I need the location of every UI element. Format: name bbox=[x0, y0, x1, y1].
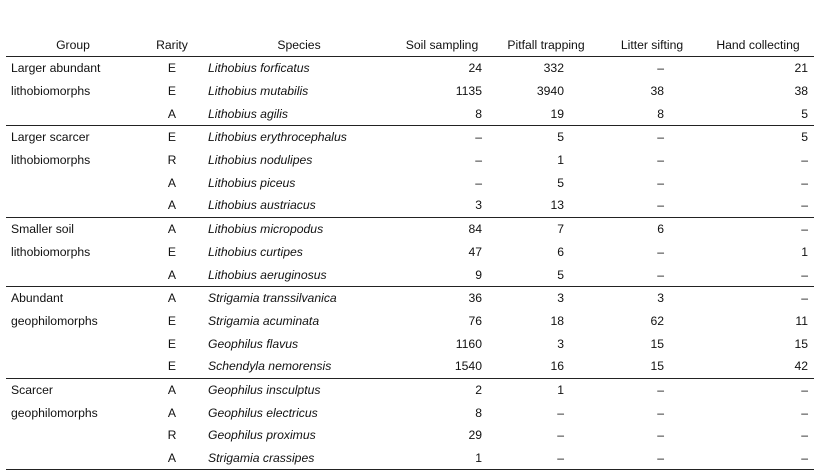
table-header bbox=[6, 34, 814, 57]
group-cell: Scarcer bbox=[11, 382, 53, 397]
litter-sifting-cell: 62 bbox=[650, 313, 664, 328]
table-row bbox=[6, 424, 814, 447]
hand-collecting-cell: 15 bbox=[794, 336, 808, 351]
soil-sampling-cell: 1540 bbox=[394, 355, 490, 378]
group-cell: lithobiomorphs bbox=[11, 84, 91, 99]
rarity-cell: E bbox=[167, 313, 177, 328]
table-row bbox=[6, 217, 814, 240]
pitfall-trapping-cell: 3 bbox=[557, 291, 564, 306]
soil-sampling-cell: 1 bbox=[394, 447, 490, 470]
group-cell bbox=[6, 447, 140, 470]
litter-sifting-cell: – bbox=[657, 175, 664, 190]
soil-sampling-cell: 8 bbox=[394, 102, 490, 125]
centipede-sampling-table bbox=[6, 34, 814, 470]
pitfall-trapping-cell: – bbox=[490, 447, 602, 470]
hand-collecting-cell: – bbox=[801, 222, 808, 237]
litter-sifting-cell: 15 bbox=[650, 336, 664, 351]
hand-collecting-cell: 5 bbox=[801, 130, 808, 145]
soil-sampling-cell: 84 bbox=[468, 222, 482, 237]
table-row bbox=[6, 355, 814, 378]
group-cell bbox=[6, 102, 140, 125]
table-row bbox=[6, 401, 814, 424]
header-pitfall-trapping: Pitfall trapping bbox=[490, 34, 602, 57]
species-cell: Lithobius forficatus bbox=[208, 61, 310, 76]
pitfall-trapping-cell: 5 bbox=[557, 130, 564, 145]
soil-sampling-cell: 47 bbox=[468, 244, 482, 259]
pitfall-trapping-cell: 3940 bbox=[536, 84, 564, 99]
table-row bbox=[6, 126, 814, 149]
soil-sampling-cell: 29 bbox=[468, 428, 482, 443]
group-cell bbox=[6, 171, 140, 194]
litter-sifting-cell: 3 bbox=[657, 291, 664, 306]
table-row bbox=[6, 332, 814, 355]
hand-collecting-cell: – bbox=[801, 428, 808, 443]
pitfall-trapping-cell: – bbox=[557, 405, 564, 420]
group-cell: Larger abundant bbox=[11, 61, 101, 76]
rarity-cell: R bbox=[167, 153, 177, 168]
litter-sifting-cell: – bbox=[602, 263, 702, 286]
litter-sifting-cell: 15 bbox=[602, 355, 702, 378]
pitfall-trapping-cell: 5 bbox=[557, 175, 564, 190]
soil-sampling-cell: – bbox=[475, 175, 482, 190]
group-cell: geophilomorphs bbox=[11, 313, 98, 328]
group-cell bbox=[6, 263, 140, 286]
header-row bbox=[6, 34, 814, 57]
hand-collecting-cell: 21 bbox=[794, 61, 808, 76]
soil-sampling-cell: 36 bbox=[468, 291, 482, 306]
header-litter-sifting: Litter sifting bbox=[602, 34, 702, 57]
litter-sifting-cell: 6 bbox=[657, 222, 664, 237]
soil-sampling-cell: 1160 bbox=[455, 336, 482, 351]
pitfall-trapping-cell: 16 bbox=[490, 355, 602, 378]
hand-collecting-cell: 5 bbox=[702, 102, 814, 125]
rarity-cell: A bbox=[167, 382, 177, 397]
species-cell: Strigamia acuminata bbox=[208, 313, 320, 328]
hand-collecting-cell: – bbox=[801, 153, 808, 168]
header-group: Group bbox=[6, 34, 140, 57]
litter-sifting-cell: – bbox=[657, 61, 664, 76]
pitfall-trapping-cell: – bbox=[557, 428, 564, 443]
rarity-cell: A bbox=[140, 263, 204, 286]
species-cell: Lithobius piceus bbox=[208, 175, 296, 190]
rarity-cell: E bbox=[167, 84, 177, 99]
hand-collecting-cell: 38 bbox=[794, 84, 808, 99]
soil-sampling-cell: – bbox=[475, 153, 482, 168]
table-row bbox=[6, 57, 814, 80]
litter-sifting-cell: 38 bbox=[650, 84, 664, 99]
litter-sifting-cell: – bbox=[602, 447, 702, 470]
species-cell: Lithobius austriacus bbox=[204, 194, 394, 217]
group-cell bbox=[6, 355, 140, 378]
pitfall-trapping-cell: 7 bbox=[557, 222, 564, 237]
rarity-cell: E bbox=[167, 336, 177, 351]
soil-sampling-cell: 2 bbox=[475, 382, 482, 397]
group-cell: Abundant bbox=[11, 291, 64, 306]
header-hand-collecting: Hand collecting bbox=[702, 34, 814, 57]
group-cell bbox=[6, 194, 140, 217]
table-row bbox=[6, 263, 814, 286]
litter-sifting-cell: – bbox=[602, 194, 702, 217]
species-cell: Schendyla nemorensis bbox=[204, 355, 394, 378]
table-row bbox=[6, 171, 814, 194]
litter-sifting-cell: – bbox=[657, 405, 664, 420]
group-cell: lithobiomorphs bbox=[11, 244, 91, 259]
hand-collecting-cell: – bbox=[801, 175, 808, 190]
litter-sifting-cell: – bbox=[657, 382, 664, 397]
group-cell bbox=[6, 424, 140, 447]
soil-sampling-cell: – bbox=[475, 130, 482, 145]
hand-collecting-cell: – bbox=[702, 447, 814, 470]
pitfall-trapping-cell: 5 bbox=[490, 263, 602, 286]
litter-sifting-cell: 8 bbox=[602, 102, 702, 125]
table-row bbox=[6, 241, 814, 264]
rarity-cell: A bbox=[167, 222, 177, 237]
table-row bbox=[6, 102, 814, 125]
table-row bbox=[6, 447, 814, 470]
species-cell: Lithobius nodulipes bbox=[208, 153, 313, 168]
litter-sifting-cell: – bbox=[657, 244, 664, 259]
group-cell: lithobiomorphs bbox=[11, 153, 91, 168]
table-row bbox=[6, 149, 814, 172]
hand-collecting-cell: – bbox=[801, 382, 808, 397]
species-cell: Geophilus flavus bbox=[208, 336, 299, 351]
pitfall-trapping-cell: 1 bbox=[557, 382, 564, 397]
pitfall-trapping-cell: 3 bbox=[557, 336, 564, 351]
table-body bbox=[6, 57, 814, 470]
soil-sampling-cell: 24 bbox=[468, 61, 482, 76]
rarity-cell: E bbox=[167, 130, 177, 145]
rarity-cell: A bbox=[140, 447, 204, 470]
soil-sampling-cell: 9 bbox=[394, 263, 490, 286]
soil-sampling-cell: 8 bbox=[475, 405, 482, 420]
pitfall-trapping-cell: 19 bbox=[490, 102, 602, 125]
table-row bbox=[6, 194, 814, 217]
hand-collecting-cell: 42 bbox=[702, 355, 814, 378]
header-species: Species bbox=[204, 34, 394, 57]
soil-sampling-cell: 3 bbox=[394, 194, 490, 217]
header-rarity: Rarity bbox=[140, 34, 204, 57]
hand-collecting-cell: – bbox=[702, 194, 814, 217]
group-cell bbox=[6, 332, 140, 355]
rarity-cell: A bbox=[140, 194, 204, 217]
hand-collecting-cell: – bbox=[702, 263, 814, 286]
pitfall-trapping-cell: 332 bbox=[543, 61, 564, 76]
pitfall-trapping-cell: 6 bbox=[557, 244, 564, 259]
table-row bbox=[6, 310, 814, 333]
litter-sifting-cell: – bbox=[657, 428, 664, 443]
rarity-cell: A bbox=[140, 102, 204, 125]
litter-sifting-cell: – bbox=[657, 130, 664, 145]
rarity-cell: R bbox=[167, 428, 177, 443]
rarity-cell: A bbox=[167, 405, 177, 420]
soil-sampling-cell: 76 bbox=[468, 313, 482, 328]
pitfall-trapping-cell: 18 bbox=[550, 313, 564, 328]
species-cell: Lithobius micropodus bbox=[208, 222, 324, 237]
species-cell: Lithobius curtipes bbox=[208, 244, 303, 259]
table-row bbox=[6, 378, 814, 401]
hand-collecting-cell: – bbox=[801, 291, 808, 306]
rarity-cell: A bbox=[167, 291, 177, 306]
litter-sifting-cell: – bbox=[657, 153, 664, 168]
rarity-cell: E bbox=[140, 355, 204, 378]
header-soil-sampling: Soil sampling bbox=[394, 34, 490, 57]
species-cell: Geophilus electricus bbox=[208, 405, 318, 420]
rarity-cell: E bbox=[167, 61, 177, 76]
species-cell: Lithobius aeruginosus bbox=[204, 263, 394, 286]
soil-sampling-cell: 1135 bbox=[455, 84, 482, 99]
species-cell: Lithobius agilis bbox=[204, 102, 394, 125]
species-cell: Strigamia crassipes bbox=[204, 447, 394, 470]
group-cell: Larger scarcer bbox=[11, 130, 90, 145]
species-cell: Lithobius erythrocephalus bbox=[208, 130, 347, 145]
table-row bbox=[6, 286, 814, 309]
species-cell: Lithobius mutabilis bbox=[208, 84, 309, 99]
species-cell: Strigamia transsilvanica bbox=[208, 291, 337, 306]
rarity-cell: A bbox=[167, 175, 177, 190]
pitfall-trapping-cell: 13 bbox=[490, 194, 602, 217]
hand-collecting-cell: 1 bbox=[801, 244, 808, 259]
species-cell: Geophilus proximus bbox=[208, 428, 316, 443]
hand-collecting-cell: 11 bbox=[795, 313, 808, 328]
table-row bbox=[6, 80, 814, 103]
group-cell: geophilomorphs bbox=[11, 405, 98, 420]
pitfall-trapping-cell: 1 bbox=[557, 153, 564, 168]
group-cell: Smaller soil bbox=[11, 222, 74, 237]
rarity-cell: E bbox=[167, 244, 177, 259]
species-cell: Geophilus insculptus bbox=[208, 382, 321, 397]
hand-collecting-cell: – bbox=[801, 405, 808, 420]
